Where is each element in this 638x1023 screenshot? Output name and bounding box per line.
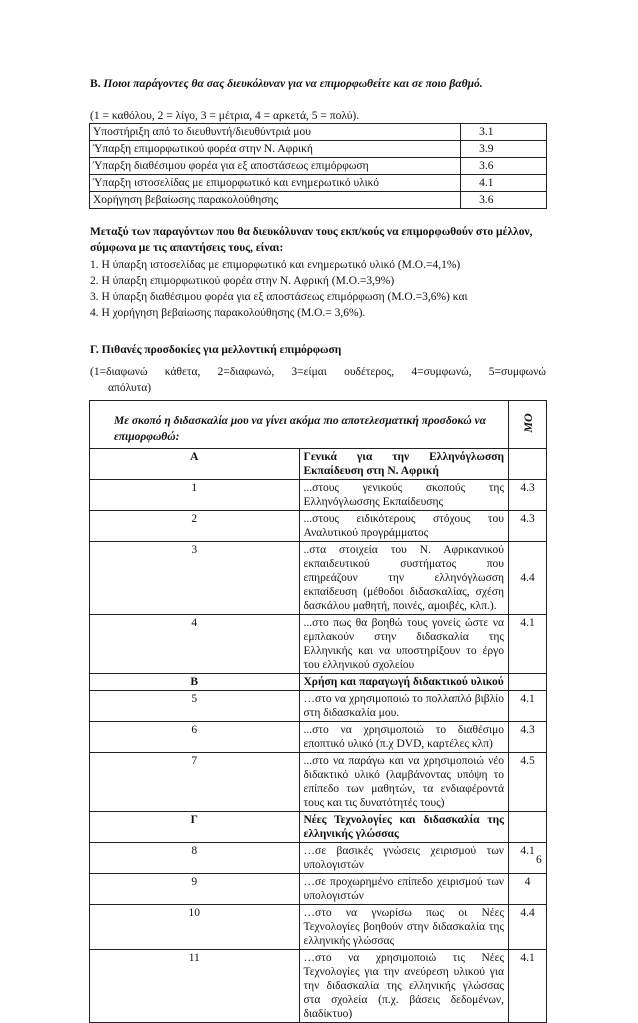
row-text: ...στους γενικούς σκοπούς της Ελληνόγλωσσης Εκπαίδευσης (299, 480, 509, 511)
row-code: 3 (90, 542, 300, 615)
row-code: Β (90, 674, 300, 691)
section-row (90, 449, 547, 480)
table-row (90, 158, 547, 175)
section-b-title: Ποιοι παράγοντες θα σας διευκόλυναν για να επιμορφωθείτε και σε ποιο βαθμό. (103, 78, 483, 90)
table-row (90, 511, 547, 542)
factor-label: Ύπαρξη επιμορφωτικού φορέα στην Ν. Αφρική (90, 141, 461, 158)
row-code: 6 (90, 722, 300, 753)
table-row (90, 542, 547, 615)
row-code: 8 (90, 843, 300, 874)
row-value: 4.3 (509, 722, 547, 753)
row-value (509, 674, 547, 691)
table-row (90, 950, 547, 1023)
table-row (90, 192, 547, 209)
row-text: ...στο να παράγω και να χρησιμοποιώ νέο διδακτικό υλικό (λαμβάνοντας υπόψη το επίπεδο των μαθητών, τα ενδιαφέροντά τους και τις δυνατότητές τους) (299, 753, 509, 812)
row-value: 4.1 (509, 615, 547, 674)
section-b-scale: (1 = καθόλου, 2 = λίγο, 3 = μέτρια, 4 = αρκετά, 5 = πολύ). (90, 110, 360, 122)
factor-label: Υποστήριξη από το διευθυντή/διευθύντριά μου (90, 124, 461, 141)
table-row (90, 722, 547, 753)
section-c-scale-line2: απόλυτα) (108, 382, 152, 394)
row-code: 1 (90, 480, 300, 511)
summary-item: 3. Η ύπαρξη διαθέσιμου φορέα για εξ αποστάσεως επιμόρφωση (Μ.Ο.=3,6%) και (90, 291, 468, 303)
row-value: 4.4 (509, 542, 547, 615)
summary-item: 1. Η ύπαρξη ιστοσελίδας με επιμορφωτικό και ενημερωτικό υλικό (Μ.Ο.=4,1%) (90, 259, 461, 271)
row-text: Χρήση και παραγωγή διδακτικού υλικού (299, 674, 509, 691)
row-code: Α (90, 449, 300, 480)
factor-value: 3.6 (461, 158, 547, 175)
table-intro (90, 401, 509, 449)
row-value (509, 449, 547, 480)
section-c-heading: Γ. Πιθανές προσδοκίες για μελλοντική επιμόρφωση (90, 344, 342, 356)
expectations-table (89, 400, 547, 1023)
factor-value: 3.1 (461, 124, 547, 141)
table-row (90, 175, 547, 192)
row-value: 4.3 (509, 480, 547, 511)
factor-label: Ύπαρξη διαθέσιμου φορέα για εξ αποστάσεως επιμόρφωση (90, 158, 461, 175)
section-row (90, 674, 547, 691)
row-code: 11 (90, 950, 300, 1023)
row-value: 4 (509, 874, 547, 905)
table-row (90, 480, 547, 511)
row-value: 4.1 (509, 843, 547, 874)
row-text: ..στα στοιχεία του Ν. Αφρικανικού εκπαιδευτικού συστήματος που επηρεάζουν την ελληνόγλωσση εκπαίδευση (μέθοδοι διδασκαλίας, σχέση δασκάλου μαθητή, ποινές, αμοιβές, κλπ.). (299, 542, 509, 615)
factor-value: 3.9 (461, 141, 547, 158)
table-row (90, 615, 547, 674)
row-value: 4.3 (509, 511, 547, 542)
summary-list (90, 257, 560, 321)
table-intro-text: Με σκοπό η διδασκαλία μου να γίνει ακόμα πιο αποτελεσματική προσδοκώ να επιμορφωθώ: (114, 415, 487, 443)
summary-item: 2. Η ύπαρξη επιμορφωτικού φορέα στην Ν. Αφρική (Μ.Ο.=3,9%) (90, 275, 395, 287)
row-text: …στο να χρησιμοποιώ το πολλαπλό βιβλίο στη διδασκαλία μου. (299, 691, 509, 722)
row-text: ...στους ειδικότερους στόχους του Αναλυτικού προγράμματος (299, 511, 509, 542)
table-row (90, 141, 547, 158)
row-value: 4.4 (509, 905, 547, 950)
mo-header (509, 401, 547, 449)
table-row (90, 753, 547, 812)
factor-value: 4.1 (461, 175, 547, 192)
row-text: Νέες Τεχνολογίες και διδασκαλία της ελληνικής γλώσσας (299, 812, 509, 843)
summary-item: 4. Η χορήγηση βεβαίωσης παρακολούθησης (Μ.Ο.= 3,6%). (90, 307, 366, 319)
table-header-row (90, 401, 547, 449)
row-code: Γ (90, 812, 300, 843)
factor-label: Χορήγηση βεβαίωσης παρακολούθησης (90, 192, 461, 209)
section-b-heading (90, 76, 546, 92)
row-value: 4.1 (509, 691, 547, 722)
factors-table (89, 123, 547, 209)
factor-label: Ύπαρξη ιστοσελίδας με επιμορφωτικό και ενημερωτικό υλικό (90, 175, 461, 192)
row-code: 2 (90, 511, 300, 542)
mo-label: ΜΟ (520, 413, 535, 433)
page-number: 6 (536, 854, 542, 866)
row-text: …σε προχωρημένο επίπεδο χειρισμού των υπολογιστών (299, 874, 509, 905)
table-row (90, 843, 547, 874)
section-c-scale-line1: (1=διαφωνώ κάθετα, 2=διαφωνώ, 3=είμαι ουδέτερος, 4=συμφωνώ, 5=συμφωνώ (90, 366, 546, 378)
factor-value: 3.6 (461, 192, 547, 209)
row-text: …στο να γνωρίσω πως οι Νέες Τεχνολογίες βοηθούν στην διδασκαλία της ελληνικής γλώσσας (299, 905, 509, 950)
row-text: …στο να χρησιμοποιώ τις Νέες Τεχνολογίες για την ανεύρεση υλικού για την διδασκαλία της ελληνικής γλώσσας στα σχολεία (π.χ. βάσεις δεδομένων, διαδίκτυο) (299, 950, 509, 1023)
table-row (90, 905, 547, 950)
summary-heading: Μεταξύ των παραγόντων που θα διευκόλυναν τους εκπ/κούς να επιμορφωθούν στο μέλλον, σύμφωνα με τις απαντήσεις τους, είναι: (90, 226, 533, 254)
row-text: ...στο πως θα βοηθώ τους γονείς ώστε να εμπλακούν στην διδασκαλία της Ελληνικής και να υποστηρίξουν το έργο του ελληνικού σχολείου (299, 615, 509, 674)
table-row (90, 124, 547, 141)
row-text: …σε βασικές γνώσεις χειρισμού των υπολογιστών (299, 843, 509, 874)
row-code: 7 (90, 753, 300, 812)
row-text: ...στο να χρησιμοποιώ το διαθέσιμο εποπτικό υλικό (π.χ DVD, καρτέλες κλπ) (299, 722, 509, 753)
row-code: 10 (90, 905, 300, 950)
row-code: 4 (90, 615, 300, 674)
row-value: 4.1 (509, 950, 547, 1023)
row-text: Γενικά για την Ελληνόγλωσση Εκπαίδευση στη Ν. Αφρική (299, 449, 509, 480)
row-code: 5 (90, 691, 300, 722)
row-value (509, 812, 547, 843)
section-row (90, 812, 547, 843)
table-row (90, 874, 547, 905)
row-value: 4.5 (509, 753, 547, 812)
table-row (90, 691, 547, 722)
row-code: 9 (90, 874, 300, 905)
section-b-letter: Β. (90, 78, 101, 90)
